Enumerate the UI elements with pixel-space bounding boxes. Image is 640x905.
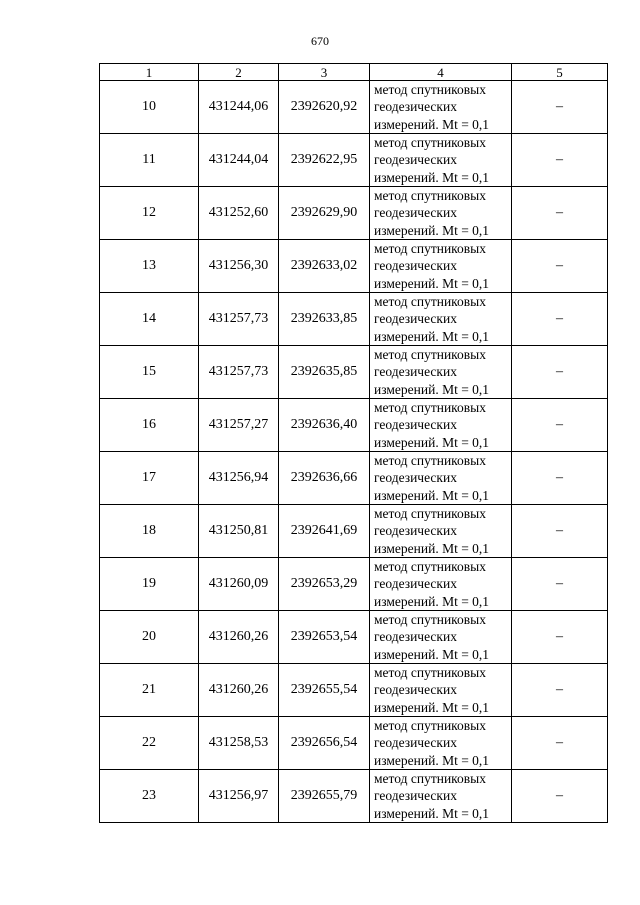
table-row: [100, 717, 608, 770]
table-row: [100, 399, 608, 452]
method-line: геодезических: [374, 470, 457, 486]
method-cell: [370, 611, 512, 664]
method-line: метод спутниковых: [374, 665, 486, 681]
method-line: метод спутниковых: [374, 771, 486, 787]
method-line: измерений. Mt = 0,1: [374, 381, 490, 397]
method-line: измерений. Mt = 0,1: [374, 328, 490, 344]
page-number: 670: [311, 34, 329, 48]
note-cell: –: [512, 558, 608, 611]
y-coordinate-cell: 2392633,85: [279, 293, 370, 346]
note-cell: –: [512, 399, 608, 452]
y-coordinate-cell: 2392636,40: [279, 399, 370, 452]
coordinates-table: [99, 63, 608, 823]
note-cell: –: [512, 240, 608, 293]
note-cell: –: [512, 770, 608, 823]
note-cell: –: [512, 81, 608, 134]
method-line: геодезических: [374, 788, 457, 804]
table-row: [100, 240, 608, 293]
method-line: геодезических: [374, 99, 457, 115]
y-coordinate-cell: 2392622,95: [279, 134, 370, 187]
method-line: метод спутниковых: [374, 241, 486, 257]
method-line: измерений. Mt = 0,1: [374, 752, 490, 768]
y-coordinate-cell: 2392629,90: [279, 187, 370, 240]
point-number-cell: 18: [100, 505, 199, 558]
header-col-3: 3: [279, 64, 370, 81]
header-row: [100, 64, 608, 81]
x-coordinate-cell: 431258,53: [199, 717, 279, 770]
method-line: геодезических: [374, 523, 457, 539]
table-row: [100, 664, 608, 717]
method-line: метод спутниковых: [374, 347, 486, 363]
point-number-cell: 10: [100, 81, 199, 134]
header-col-2: 2: [199, 64, 279, 81]
method-line: геодезических: [374, 258, 457, 274]
x-coordinate-cell: 431260,09: [199, 558, 279, 611]
point-number-cell: 16: [100, 399, 199, 452]
method-line: геодезических: [374, 682, 457, 698]
method-cell: [370, 134, 512, 187]
method-line: метод спутниковых: [374, 559, 486, 575]
method-line: метод спутниковых: [374, 506, 486, 522]
y-coordinate-cell: 2392620,92: [279, 81, 370, 134]
method-cell: [370, 293, 512, 346]
point-number-cell: 15: [100, 346, 199, 399]
x-coordinate-cell: 431244,04: [199, 134, 279, 187]
method-line: метод спутниковых: [374, 294, 486, 310]
method-cell: [370, 505, 512, 558]
point-number-cell: 12: [100, 187, 199, 240]
table-row: [100, 187, 608, 240]
table-row: [100, 452, 608, 505]
y-coordinate-cell: 2392656,54: [279, 717, 370, 770]
method-line: геодезических: [374, 205, 457, 221]
method-line: измерений. Mt = 0,1: [374, 169, 490, 185]
point-number-cell: 14: [100, 293, 199, 346]
table-row: [100, 134, 608, 187]
method-line: измерений. Mt = 0,1: [374, 275, 490, 291]
method-line: измерений. Mt = 0,1: [374, 646, 490, 662]
method-line: метод спутниковых: [374, 718, 486, 734]
method-line: геодезических: [374, 576, 457, 592]
method-cell: [370, 399, 512, 452]
table-row: [100, 293, 608, 346]
note-cell: –: [512, 452, 608, 505]
method-line: метод спутниковых: [374, 612, 486, 628]
method-line: измерений. Mt = 0,1: [374, 434, 490, 450]
y-coordinate-cell: 2392653,54: [279, 611, 370, 664]
method-line: измерений. Mt = 0,1: [374, 116, 490, 132]
method-line: метод спутниковых: [374, 453, 486, 469]
table-row: [100, 611, 608, 664]
point-number-cell: 13: [100, 240, 199, 293]
table-row: [100, 346, 608, 399]
table-row: [100, 770, 608, 823]
x-coordinate-cell: 431257,73: [199, 346, 279, 399]
method-line: метод спутниковых: [374, 135, 486, 151]
method-line: измерений. Mt = 0,1: [374, 805, 490, 821]
y-coordinate-cell: 2392655,54: [279, 664, 370, 717]
method-line: метод спутниковых: [374, 400, 486, 416]
table-body: [100, 81, 608, 823]
note-cell: –: [512, 717, 608, 770]
header-col-5: 5: [512, 64, 608, 81]
header-col-1: 1: [100, 64, 199, 81]
table-row: [100, 81, 608, 134]
x-coordinate-cell: 431260,26: [199, 611, 279, 664]
x-coordinate-cell: 431252,60: [199, 187, 279, 240]
method-cell: [370, 452, 512, 505]
method-line: метод спутниковых: [374, 82, 486, 98]
note-cell: –: [512, 134, 608, 187]
point-number-cell: 21: [100, 664, 199, 717]
method-cell: [370, 664, 512, 717]
method-line: измерений. Mt = 0,1: [374, 487, 490, 503]
note-cell: –: [512, 187, 608, 240]
table-row: [100, 558, 608, 611]
point-number-cell: 11: [100, 134, 199, 187]
x-coordinate-cell: 431250,81: [199, 505, 279, 558]
y-coordinate-cell: 2392635,85: [279, 346, 370, 399]
method-cell: [370, 240, 512, 293]
x-coordinate-cell: 431256,97: [199, 770, 279, 823]
x-coordinate-cell: 431260,26: [199, 664, 279, 717]
method-cell: [370, 558, 512, 611]
method-cell: [370, 717, 512, 770]
point-number-cell: 20: [100, 611, 199, 664]
method-line: измерений. Mt = 0,1: [374, 699, 490, 715]
method-line: измерений. Mt = 0,1: [374, 222, 490, 238]
x-coordinate-cell: 431244,06: [199, 81, 279, 134]
method-line: геодезических: [374, 417, 457, 433]
point-number-cell: 17: [100, 452, 199, 505]
y-coordinate-cell: 2392655,79: [279, 770, 370, 823]
method-line: измерений. Mt = 0,1: [374, 593, 490, 609]
y-coordinate-cell: 2392633,02: [279, 240, 370, 293]
method-line: геодезических: [374, 152, 457, 168]
method-cell: [370, 346, 512, 399]
point-number-cell: 23: [100, 770, 199, 823]
y-coordinate-cell: 2392641,69: [279, 505, 370, 558]
x-coordinate-cell: 431256,94: [199, 452, 279, 505]
note-cell: –: [512, 611, 608, 664]
method-cell: [370, 187, 512, 240]
method-line: метод спутниковых: [374, 188, 486, 204]
method-line: геодезических: [374, 311, 457, 327]
table-row: [100, 505, 608, 558]
point-number-cell: 22: [100, 717, 199, 770]
note-cell: –: [512, 346, 608, 399]
note-cell: –: [512, 505, 608, 558]
method-line: геодезических: [374, 735, 457, 751]
x-coordinate-cell: 431257,27: [199, 399, 279, 452]
point-number-cell: 19: [100, 558, 199, 611]
method-line: геодезических: [374, 364, 457, 380]
method-cell: [370, 81, 512, 134]
method-line: измерений. Mt = 0,1: [374, 540, 490, 556]
note-cell: –: [512, 664, 608, 717]
header-col-4: 4: [370, 64, 512, 81]
method-line: геодезических: [374, 629, 457, 645]
note-cell: –: [512, 293, 608, 346]
y-coordinate-cell: 2392636,66: [279, 452, 370, 505]
method-cell: [370, 770, 512, 823]
table-header: [100, 64, 608, 81]
x-coordinate-cell: 431257,73: [199, 293, 279, 346]
y-coordinate-cell: 2392653,29: [279, 558, 370, 611]
x-coordinate-cell: 431256,30: [199, 240, 279, 293]
